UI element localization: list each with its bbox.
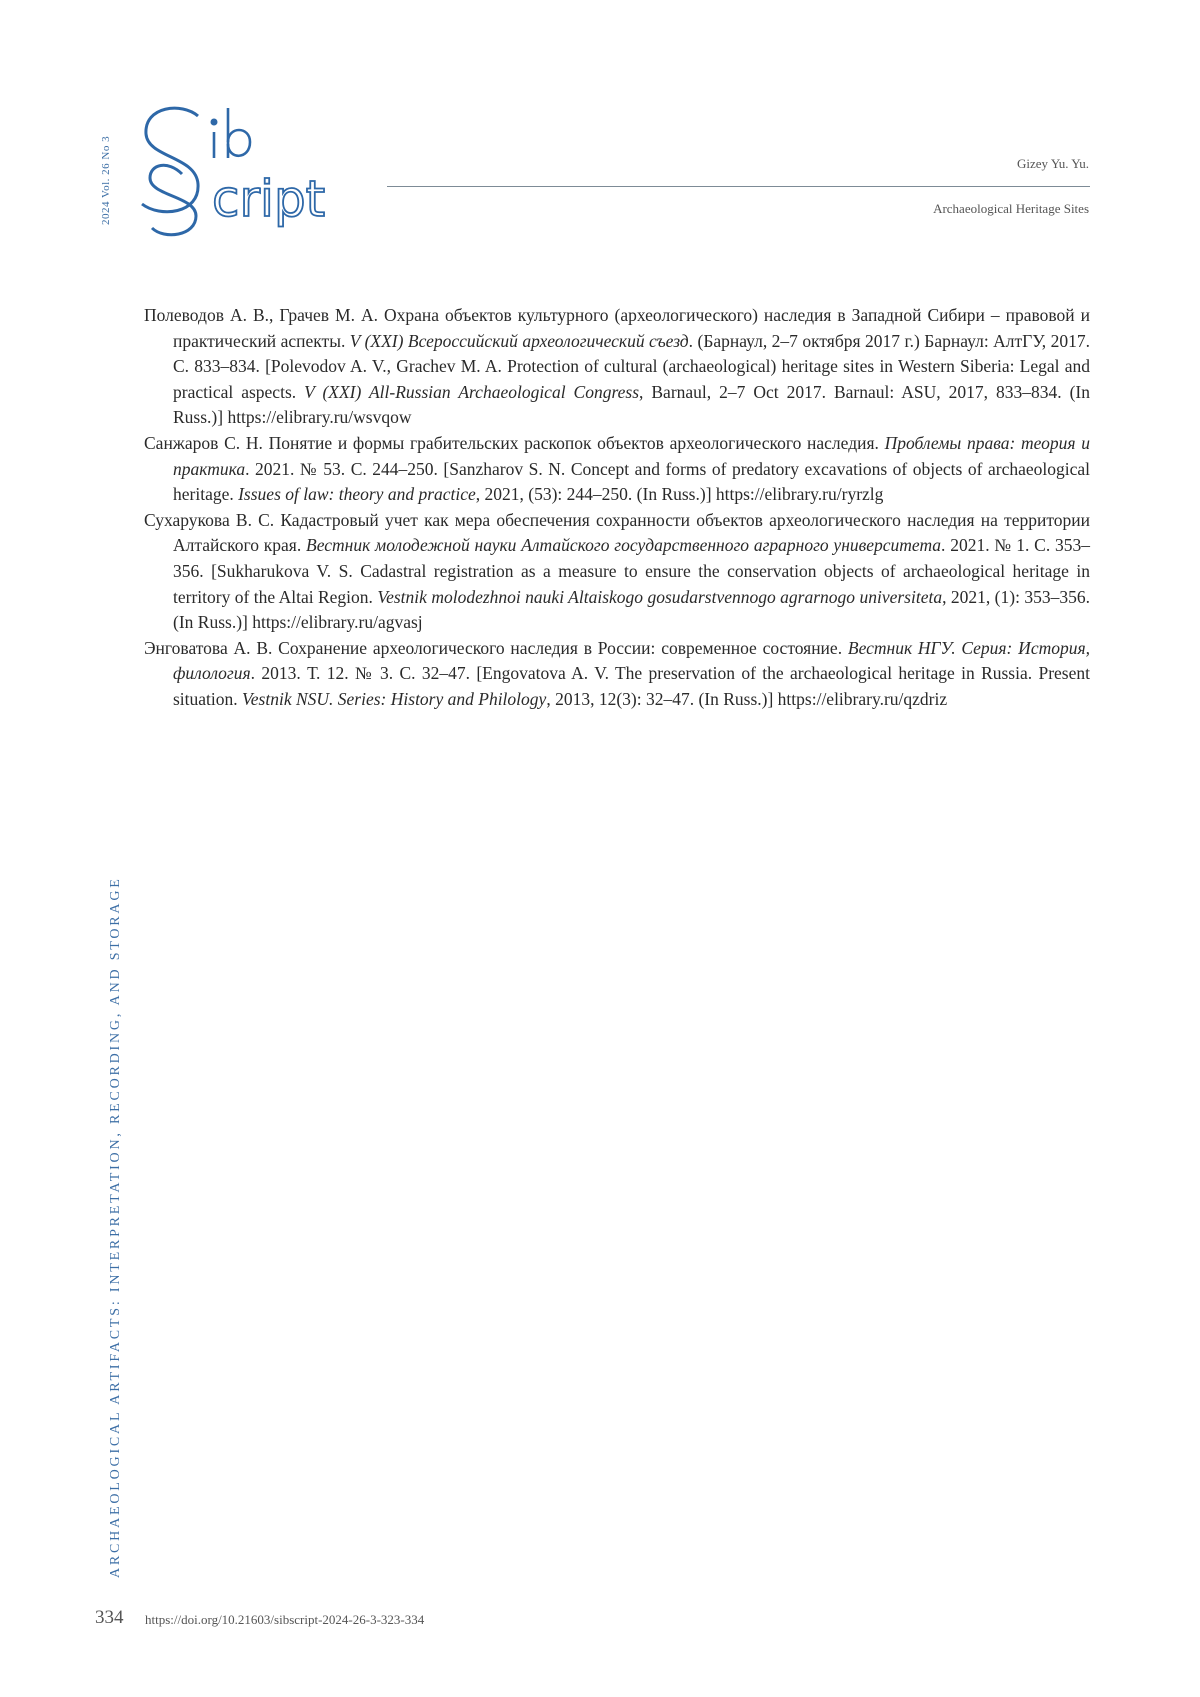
sibscript-logo: [138, 104, 370, 242]
page-number: 334: [95, 1607, 124, 1628]
svg-text:cript: cript: [212, 170, 326, 228]
reference-entry: Сухарукова В. С. Кадастровый учет как мера обеспечения сохранности объектов археологического наследия на территории Алтайского края. Вестник молодежной науки Алтайского государственного аграрного университета. 2021. № 1. С. 353–356. [Sukharukova V. S. Cadastral registration as a measure to ensure the conservation objects of archaeological heritage in territory of the Altai Region. Vestnik molodezhnoi nauki Altaiskogo gosudarstvennogo agrarnogo universiteta, 2021, (1): 353–356. (In Russ.)] https://elibrary.ru/agvasj: [144, 509, 1090, 633]
reference-entry: Энговатова А. В. Сохранение археологического наследия в России: современное состояние. Вестник НГУ. Серия: История, филология. 2013. Т. 12. № 3. С. 32–47. [Engovatova A. V. The preservation of the archaeological heritage in Russia. Present situation. Vestnik NSU. Series: History and Philology, 2013, 12(3): 32–47. (In Russ.)] https://elibrary.ru/qzdriz: [144, 637, 1090, 709]
side-section-label: ARCHAEOLOGICAL ARTIFACTS: INTERPRETATION, RECORDING, AND STORAGE: [108, 876, 123, 1578]
volume-label: 2024 Vol. 26 No 3: [100, 135, 112, 225]
doi-link[interactable]: https://doi.org/10.21603/sibscript-2024-26-3-323-334: [145, 1612, 425, 1627]
running-head-section: Archaeological Heritage Sites: [933, 201, 1089, 216]
reference-entry: Санжаров С. Н. Понятие и формы грабительских раскопок объектов археологического наследия. Проблемы права: теория и практика. 2021. № 53. С. 244–250. [Sanzharov S. N. Concept and forms of predatory excavations of objects of archaeological heritage. Issues of law: theory and practice, 2021, (53): 244–250. (In Russ.)] https://elibrary.ru/ryrzlg: [144, 432, 1090, 505]
reference-list: [144, 303, 1090, 713]
header-rule: [387, 186, 1090, 187]
running-head-author: Gizey Yu. Yu.: [1017, 156, 1089, 171]
reference-entry: Полеводов А. В., Грачев М. А. Охрана объектов культурного (археологического) наследия в Западной Сибири – правовой и практический аспекты. V (XXI) Всероссийский археологический съезд. (Барнаул, 2–7 октября 2017 г.) Барнаул: АлтГУ, 2017. С. 833–834. [Polevodov A. V., Grachev M. A. Protection of cultural (archaeological) heritage sites in Western Siberia: Legal and practical aspects. V (XXI) All-Russian Archaeological Congress, Barnaul, 2–7 Oct 2017. Barnaul: ASU, 2017, 833–834. (In Russ.)] https://elibrary.ru/wsvqow: [144, 305, 1090, 428]
